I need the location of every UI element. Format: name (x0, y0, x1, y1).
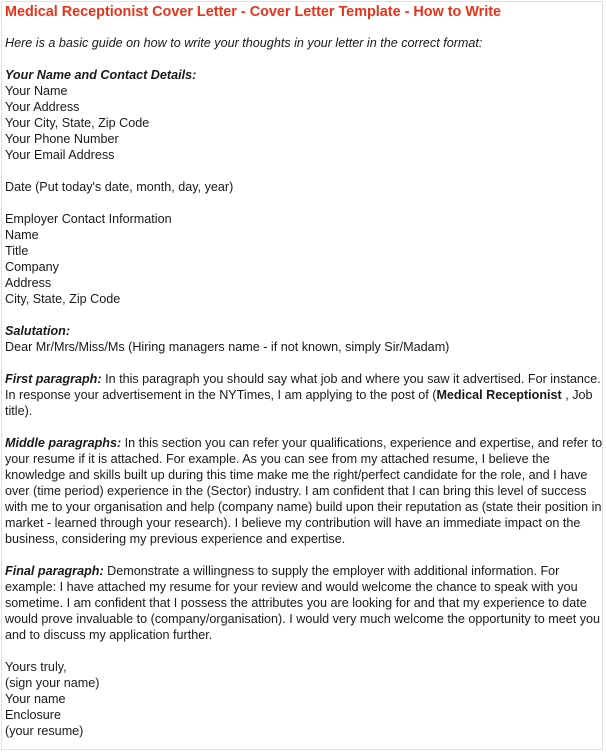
contact-line: Your Phone Number (5, 132, 119, 146)
salutation-heading: Salutation: (5, 324, 71, 338)
spacer (5, 419, 603, 435)
contact-line: Your Name (5, 84, 68, 98)
middle-paragraphs (5, 435, 603, 547)
middle-paragraphs-label: Middle paragraphs: (5, 436, 122, 450)
contact-heading: Your Name and Contact Details: (5, 68, 197, 82)
contact-line: Your City, State, Zip Code (5, 116, 150, 130)
closing-line: Your name (5, 692, 66, 706)
employer-line: Address (5, 276, 52, 290)
contact-line: Your Email Address (5, 148, 115, 162)
employer-line: Employer Contact Information (5, 212, 172, 226)
spacer (5, 163, 603, 179)
salutation-text: Dear Mr/Mrs/Miss/Ms (Hiring managers name - if not known, simply Sir/Madam) (5, 340, 450, 354)
first-paragraph-text: In this paragraph you should say what job and where you saw it advertised. For instance. In response your advertisement in the NYTimes, I am applying to the post of ( (5, 372, 601, 402)
closing-line: Yours truly, (5, 660, 67, 674)
document-content (5, 2, 603, 739)
spacer (5, 643, 603, 659)
employer-line: City, State, Zip Code (5, 292, 121, 306)
spacer (5, 547, 603, 563)
spacer (5, 307, 603, 323)
closing-line: Enclosure (5, 708, 62, 722)
job-title: Medical Receptionist (436, 388, 562, 402)
date-line: Date (Put today's date, month, day, year) (5, 180, 234, 194)
spacer (5, 51, 603, 67)
contact-line: Your Address (5, 100, 80, 114)
document-title: Medical Receptionist Cover Letter - Cover Letter Template - How to Write (5, 4, 502, 20)
employer-line: Title (5, 244, 29, 258)
spacer (5, 355, 603, 371)
first-paragraph (5, 371, 603, 419)
closing-line: (your resume) (5, 724, 84, 738)
middle-paragraphs-text: In this section you can refer your qualifications, experience and expertise, and refer to your resume if it is attached. For example. As you can see from my attached resume, I believe the knowledge and skills built up during this time make me the right/perfect candidate for the role, and I have over (time period) experience in the (Sector) industry. I am confident that I can bring this level of success with me to your organisation and help (company name) build upon their reputation as (state their position in market - learned through your research). I believe my contribution will have an immediate impact on the business, considering my previous experience and expertise. (5, 436, 603, 546)
final-paragraph-text: Demonstrate a willingness to supply the employer with additional information. For example: I have attached my resume for your review and would welcome the chance to speak with you sometime. I am confident that I possess the attributes you are looking for and that my experience to date would prove invaluable to (company/organisation). I would very much welcome the opportunity to meet you and to discuss my application further. (5, 564, 601, 642)
employer-line: Company (5, 260, 59, 274)
first-paragraph-label: First paragraph: (5, 372, 102, 386)
intro-text: Here is a basic guide on how to write your thoughts in your letter in the correct format: (5, 36, 483, 50)
first-paragraph-text-end: , Job title). (5, 388, 593, 418)
spacer (5, 195, 603, 211)
document-page (1, 1, 603, 750)
final-paragraph-label: Final paragraph: (5, 564, 104, 578)
employer-line: Name (5, 228, 39, 242)
closing-line: (sign your name) (5, 676, 100, 690)
final-paragraph (5, 563, 603, 643)
